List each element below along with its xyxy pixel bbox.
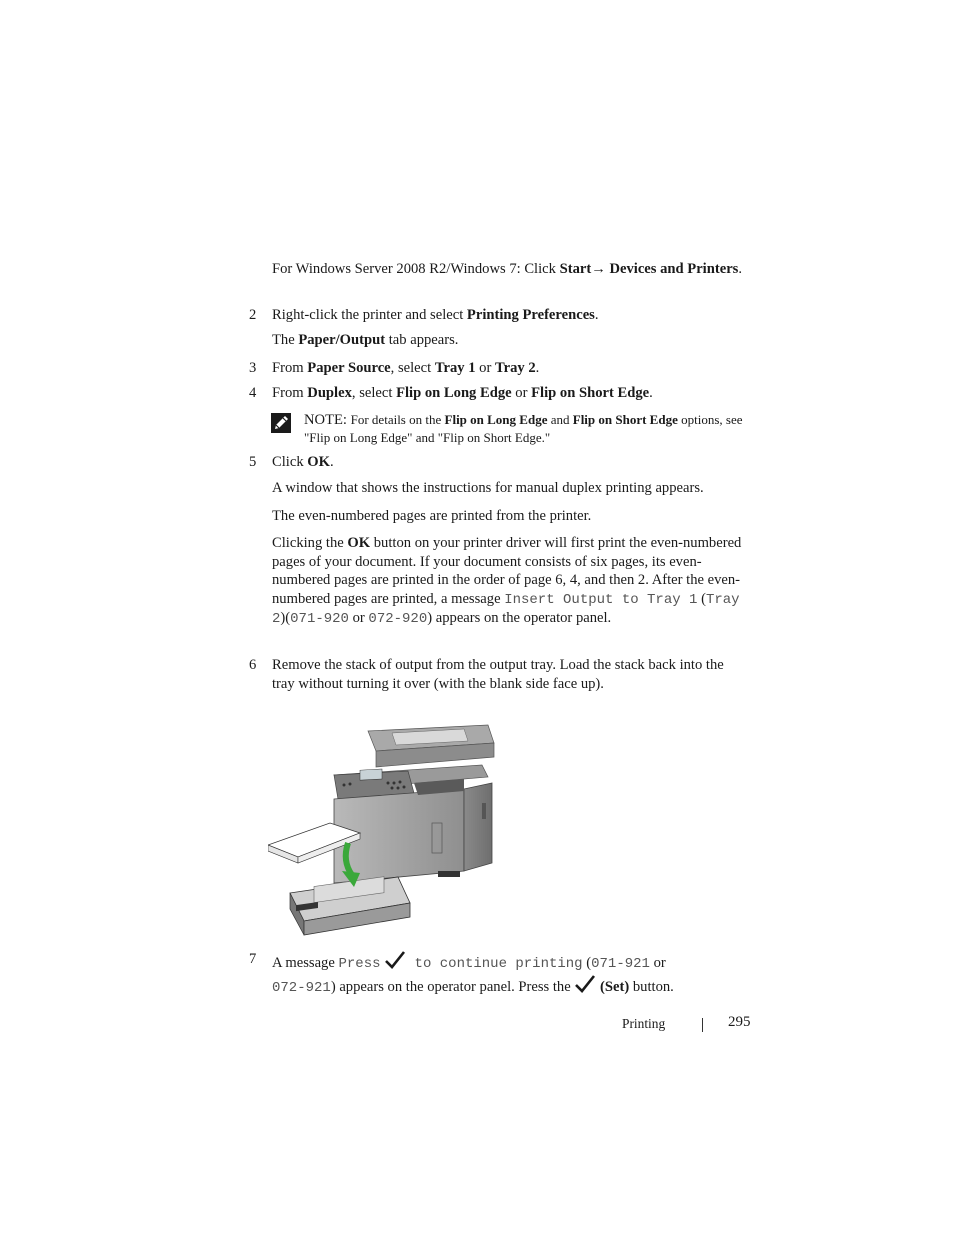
- step-5-paragraph-3: Clicking the OK button on your printer driver will first print the even-numbered pages of your document. If your document consists of six pages, its even-numbered pages are printed in the order of page 6, 4, and then 2. After the even-numbered pages are printed, a message Insert Output to Tray 1 (Tray 2)(071-920 or 072-920) appears on the operator panel.: [272, 535, 742, 627]
- message-continue-printing: to continue printing: [406, 956, 583, 972]
- arrow-icon: →: [591, 261, 606, 277]
- printing-preferences-label: Printing Preferences: [466, 307, 595, 323]
- note-label: NOTE:: [304, 412, 351, 428]
- printer-loading-paper-illustration: [268, 713, 496, 941]
- footer-divider: [702, 1018, 703, 1032]
- step-7-text: A message Press to continue printing (071-921 or 072-921) appears on the operator panel. Press the (Set) button.: [272, 950, 742, 997]
- step-4-text: From Duplex, select Flip on Long Edge or Flip on Short Edge.: [272, 385, 653, 401]
- step-2-text: Right-click the printer and select Printing Preferences.: [272, 307, 599, 323]
- step-6-text: Remove the stack of output from the output tray. Load the stack back into the tray without turning it over (with the blank side face up).: [272, 657, 724, 692]
- error-code: 071-920: [290, 611, 349, 627]
- footer-section: Printing: [622, 1016, 666, 1031]
- error-code: 072-921: [272, 979, 331, 996]
- checkmark-icon: [574, 974, 596, 994]
- intro-paragraph: For Windows Server 2008 R2/Windows 7: Click Start→ Devices and Printers.: [272, 261, 743, 277]
- page-footer: [0, 1016, 954, 1036]
- printer-illustration-svg: [268, 713, 496, 941]
- step-number-6: 6: [249, 657, 257, 673]
- page-number: 295: [728, 1014, 751, 1030]
- step-number-3: 3: [249, 360, 257, 376]
- step-5-paragraph-2: The even-numbered pages are printed from the printer.: [272, 508, 592, 524]
- step-number-4: 4: [249, 385, 257, 401]
- step-number-7: 7: [249, 951, 257, 967]
- checkmark-icon: [384, 950, 406, 970]
- step-3-text: From Paper Source, select Tray 1 or Tray 2.: [272, 360, 540, 376]
- set-button-label: (Set): [600, 978, 630, 995]
- error-code: 071-921: [591, 956, 650, 972]
- note-text: NOTE: For details on the Flip on Long Edge and Flip on Short Edge options, see "Flip on Long Edge" and "Flip on Short Edge.": [304, 412, 743, 445]
- note-pencil-icon: [270, 412, 292, 434]
- devices-printers-label: Devices and Printers: [605, 261, 739, 277]
- intro-text: For Windows Server 2008 R2/Windows 7: Click: [272, 261, 560, 277]
- step-number-2: 2: [249, 307, 257, 323]
- start-label: Start: [559, 261, 592, 277]
- step-5-paragraph-1: A window that shows the instructions for manual duplex printing appears.: [272, 480, 704, 496]
- paper-output-label: Paper/Output: [298, 332, 386, 348]
- step-2-result: The Paper/Output tab appears.: [272, 332, 459, 348]
- error-code: 072-920: [368, 611, 428, 627]
- step-5-text: Click OK.: [272, 454, 334, 470]
- message-press: Press: [338, 956, 381, 972]
- message-insert-output: Insert Output to Tray 1: [504, 591, 698, 608]
- step-number-5: 5: [249, 454, 257, 470]
- ok-label: OK: [307, 454, 330, 470]
